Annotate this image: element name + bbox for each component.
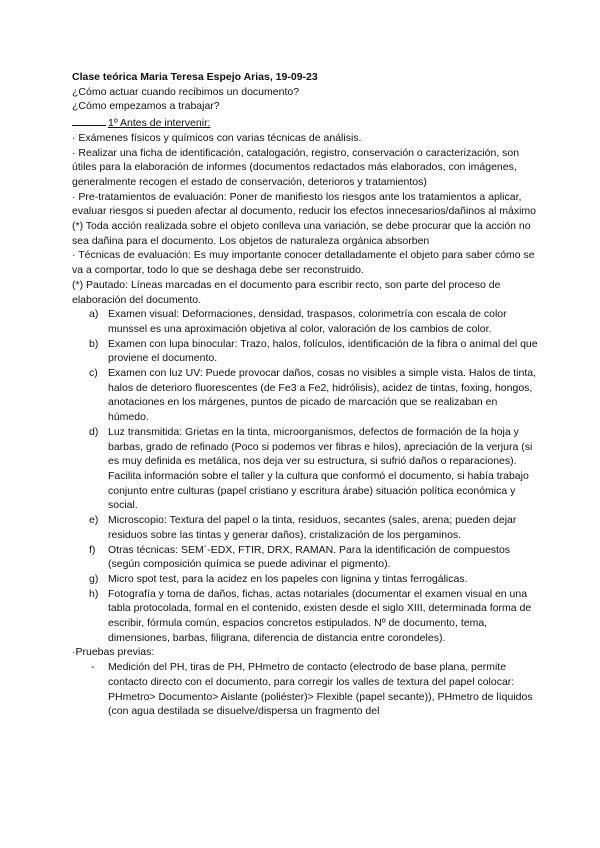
- paragraph: · Realizar una ficha de identificación, catalogación, registro, conservación o caracterización, son útiles para la elaboración de informes (documentos redactados más elaborados, con imágenes, generalmente recogen el estado de conservación, deterioros y tratamientos): [72, 146, 520, 188]
- paragraph: · Pre-tratamientos de evaluación: Poner de manifiesto los riesgos ante los tratamientos a aplicar, evaluar riesgos si pueden afectar al documento, reducir los efectos innecesarios/dañinos al máximo: [72, 190, 536, 218]
- list-marker: e): [89, 514, 99, 527]
- list-item-text: Medición del PH, tiras de PH, PHmetro de contacto (electrodo de base plana, permite contacto directo con el documento, para corregir los valles de textura del papel colocar: PHmetro> Documento> Aislante (poliéster)> Flexible (papel secante)), PHmetro de líquidos (con agua destilada se disuelve/dispersa un fragmento del: [108, 661, 533, 718]
- list-item-text: Examen con lupa binocular: Trazo, halos, folículos, identificación de la fibra o animal del que proviene el documento.: [108, 337, 538, 365]
- section-heading-text: 1º Antes de intervenir:: [108, 117, 211, 130]
- list-item: [72, 587, 540, 646]
- list-item-text: Examen visual: Deformaciones, densidad, traspasos, colorimetría con escala de color munssel es una aproximación objetiva al color, valoración de los cambios de color.: [108, 308, 507, 335]
- list-marker: h): [89, 587, 99, 600]
- list-item-text: Microscopio: Textura del papel o la tinta, residuos, secantes (sales, arena; pueden dejar residuos sobre las tintas y generar daños), cristalización de los pergaminos.: [108, 514, 517, 541]
- paragraph: · Técnicas de evaluación: Es muy importante conocer detalladamente el objeto para saber cómo se va a comportar, todo lo que se deshaga debe ser reconstruido.: [72, 249, 535, 277]
- list-item: [72, 425, 540, 513]
- document-body: [72, 70, 540, 719]
- list-item: [72, 337, 540, 366]
- list-marker: c): [89, 367, 98, 380]
- heading-underline-pad: [72, 114, 106, 126]
- document-title: Clase teórica Maria Teresa Espejo Arias, 19-09-23: [72, 71, 318, 83]
- list-item: [72, 307, 540, 336]
- previous-tests-list: [72, 660, 540, 719]
- list-item-text: Fotografía y toma de daños, fichas, actas notariales (documentar el examen visual en una tabla protocolada, formal en el contenido, existen desde el siglo XIII, determinada forma de escribir, fórmula común, espacios concretos estipulados. Nº de documento, tema, dimensiones, barbas, filigrana, diferencia de distancia entre corondeles).: [108, 587, 532, 644]
- list-item: [72, 513, 540, 542]
- list-item: [72, 660, 540, 719]
- paragraph: (*) Pautado: Líneas marcadas en el documento para escribir recto, son parte del proceso de elaboración del documento.: [72, 278, 501, 306]
- section-heading-previous-tests: ·Pruebas previas:: [72, 646, 155, 659]
- list-item-text: Micro spot test, para la acidez en los papeles con lignina y tintas ferrogálicas.: [108, 572, 468, 585]
- question-2: ¿Cómo empezamos a trabajar?: [72, 100, 220, 113]
- question-1: ¿Cómo actuar cuando recibimos un documento?: [72, 85, 300, 98]
- paragraph: (*) Toda acción realizada sobre el objeto conlleva una variación, se debe procurar que la acción no sea dañina para el documento. Los objetos de naturaleza orgánica absorben: [72, 220, 531, 247]
- list-item: [72, 543, 540, 572]
- list-marker: b): [89, 337, 99, 350]
- list-marker: f): [89, 543, 96, 556]
- list-item-text: Luz transmitida: Grietas en la tinta, microorganismos, defectos de formación de la hoja y barbas, grado de refinado (Poco si podemos ver fibras e hilos), apreciación de la verjura (si es muy definida es metálica, nos deja ver su estructura, si sufrió daños o reparaciones). Facilita información sobre el taller y la cultura que conformó el documento, si había trabajo conjunto entre culturas (papel cristiano y escritura árabe) situación política económica y social.: [108, 425, 533, 512]
- list-item: [72, 366, 540, 425]
- list-item-text: Otras técnicas: SEM´-EDX, FTIR, DRX, RAMAN. Para la identificación de compuestos (según composición química se puede adivinar el pigmento).: [108, 543, 511, 571]
- list-marker: -: [91, 661, 95, 674]
- list-marker: g): [89, 572, 99, 585]
- list-marker: a): [89, 308, 99, 321]
- list-marker: d): [89, 425, 99, 438]
- exam-list: [72, 307, 540, 645]
- list-item-text: Examen con luz UV: Puede provocar daños, cosas no visibles a simple vista. Halos de tinta, halos de deterioro fluorescentes (de Fe3 a Fe2, hidrólisis), acidez de tintas, foxing, hongos, anotaciones en los márgenes, puntos de picado de marcación que se realizaban en húmedo.: [108, 367, 536, 424]
- list-item: [72, 572, 540, 587]
- section-heading-before-intervening: [72, 114, 540, 131]
- paragraph: · Exámenes físicos y químicos con varias técnicas de análisis.: [72, 131, 362, 144]
